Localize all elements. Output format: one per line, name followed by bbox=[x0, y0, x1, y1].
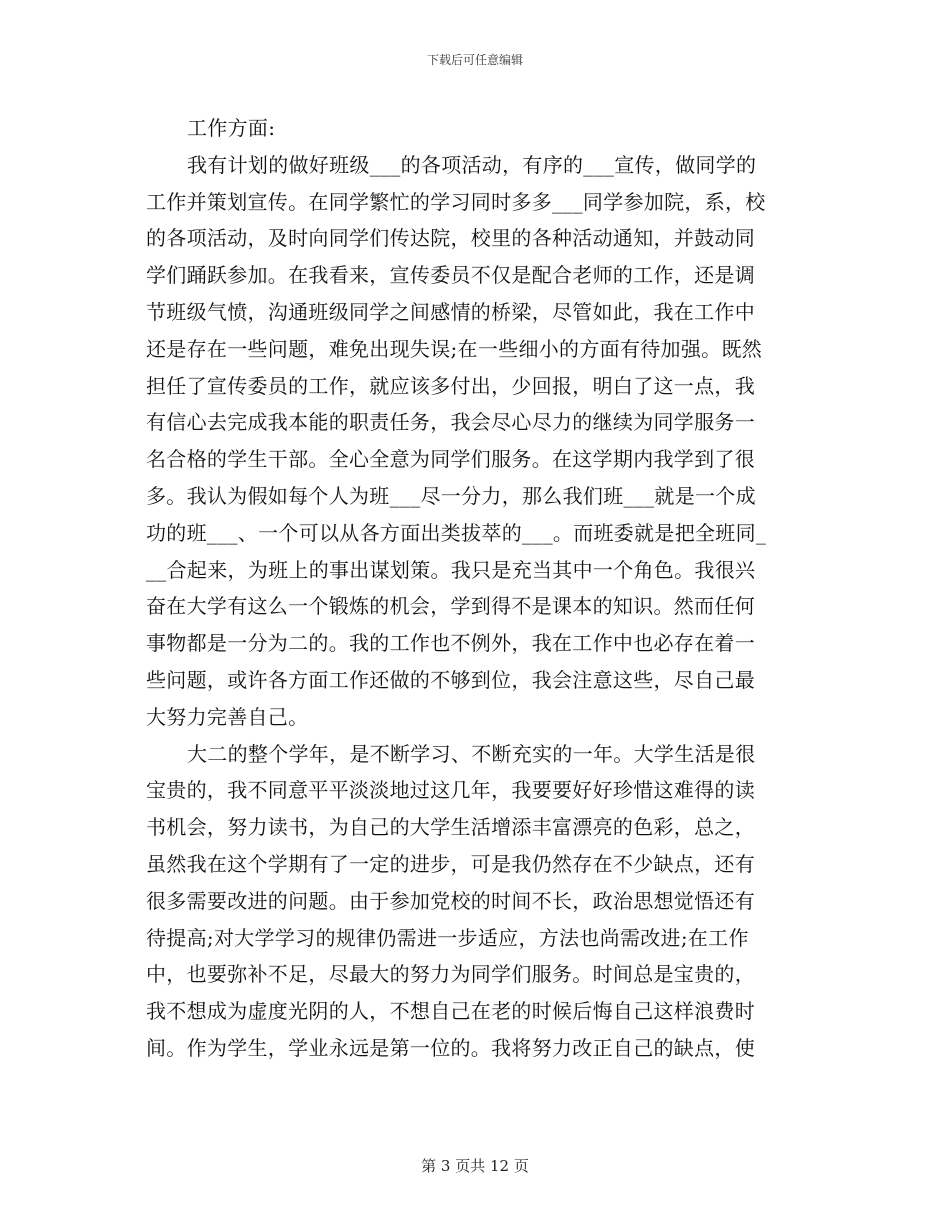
paragraph-line: __合起来，为班上的事出谋划策。我只是充当其中一个角色。我很兴 bbox=[146, 557, 756, 582]
page-header: 下载后可任意编辑 bbox=[426, 53, 523, 67]
paragraph-line: 很多需要改进的问题。由于参加党校的时间不长，政治思想觉悟还有 bbox=[146, 888, 755, 913]
paragraph-line: 还是存在一些问题，难免出现失误;在一些细小的方面有待加强。既然 bbox=[146, 336, 763, 361]
paragraph-line: 功的班___、一个可以从各方面出类拔萃的___。而班委就是把全班同_ bbox=[146, 520, 767, 545]
document-body bbox=[146, 110, 806, 1067]
paragraph-line: 我有计划的做好班级___的各项活动，有序的___宣传，做同学的 bbox=[187, 152, 757, 177]
paragraph-line: 些问题，或许各方面工作还做的不够到位，我会注意这些，尽自己最 bbox=[146, 667, 755, 692]
paragraph-line: 待提高;对大学学习的规律仍需进一步适应，方法也尚需改进;在工作 bbox=[146, 925, 749, 950]
paragraph-line: 担任了宣传委员的工作，就应该多付出，少回报，明白了这一点，我 bbox=[146, 373, 755, 398]
paragraph-line: 大努力完善自己。 bbox=[146, 704, 309, 729]
paragraph-line: 的各项活动，及时向同学们传达院，校里的各种活动通知，并鼓动同 bbox=[146, 226, 755, 251]
paragraph-line: 工作并策划宣传。在同学繁忙的学习同时多多___同学参加院，系，校 bbox=[146, 189, 766, 214]
paragraph-line: 大二的整个学年，是不断学习、不断充实的一年。大学生活是很 bbox=[187, 741, 756, 766]
paragraph-line: 事物都是一分为二的。我的工作也不例外，我在工作中也必存在着一 bbox=[146, 631, 755, 656]
paragraph-line: 宝贵的，我不同意平平淡淡地过这几年，我要要好好珍惜这难得的读 bbox=[146, 778, 755, 803]
paragraph-line: 节班级气愤，沟通班级同学之间感情的桥梁，尽管如此，我在工作中 bbox=[146, 299, 755, 324]
paragraph-line: 奋在大学有这么一个锻炼的机会，学到得不是课本的知识。然而任何 bbox=[146, 594, 755, 619]
paragraph-line: 学们踊跃参加。在我看来，宣传委员不仅是配合老师的工作，还是调 bbox=[146, 263, 755, 288]
paragraph-line: 有信心去完成我本能的职责任务，我会尽心尽力的继续为同学服务一 bbox=[146, 410, 755, 435]
paragraph-line: 虽然我在这个学期有了一定的进步，可是我仍然存在不少缺点，还有 bbox=[146, 851, 755, 876]
paragraph-line: 多。我认为假如每个人为班___尽一分力，那么我们班___就是一个成 bbox=[146, 483, 756, 508]
paragraph-line: 名合格的学生干部。全心全意为同学们服务。在这学期内我学到了很 bbox=[146, 447, 755, 472]
paragraph-line: 我不想成为虚度光阴的人，不想自己在老的时候后悔自己这样浪费时 bbox=[146, 999, 755, 1024]
paragraph-line: 书机会，努力读书，为自己的大学生活增添丰富漂亮的色彩，总之， bbox=[146, 815, 755, 840]
section-heading: 工作方面: bbox=[187, 116, 276, 140]
paragraph-line: 中，也要弥补不足，尽最大的努力为同学们服务。时间总是宝贵的， bbox=[146, 962, 755, 987]
page-footer: 第 3 页共 12 页 bbox=[421, 1157, 529, 1175]
paragraph-line: 间。作为学生，学业永远是第一位的。我将努力改正自己的缺点，使 bbox=[146, 1035, 755, 1060]
